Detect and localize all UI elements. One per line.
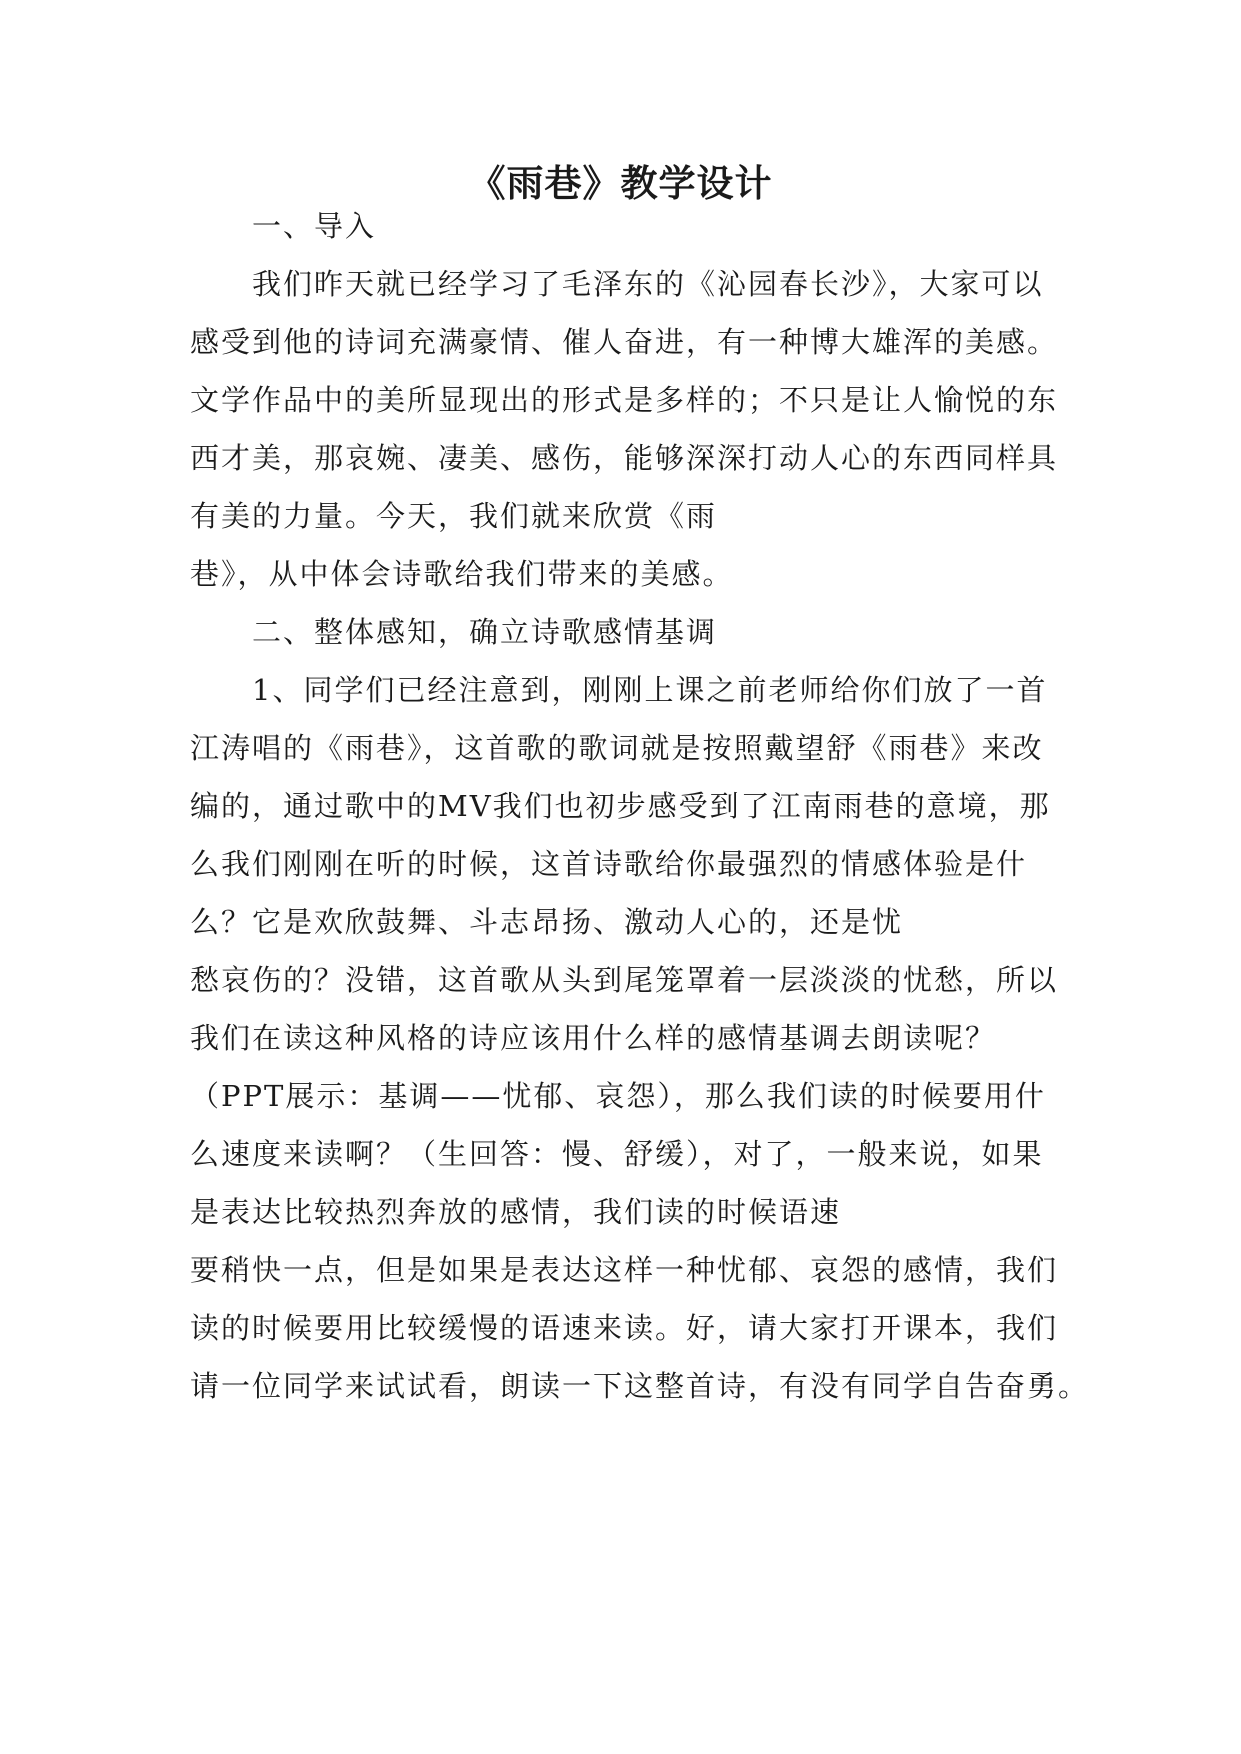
section-heading-perception: 二、整体感知，确立诗歌感情基调 xyxy=(252,615,718,649)
section-heading-intro: 一、导入 xyxy=(252,209,377,243)
paragraph-line: 么？它是欢欣鼓舞、斗志昂扬、激动人心的，还是忧 xyxy=(190,905,904,939)
paragraph-line: 西才美，那哀婉、凄美、感伤，能够深深打动人心的东西同样具 xyxy=(190,441,1059,475)
paragraph-line: （PPT展示：基调——忧郁、哀怨），那么我们读的时候要用什 xyxy=(190,1079,1046,1113)
paragraph-line: 有美的力量。今天，我们就来欣赏《雨 xyxy=(190,499,718,533)
paragraph-line: 感受到他的诗词充满豪情、催人奋进，有一种博大雄浑的美感。 xyxy=(190,325,1059,359)
paragraph-line: 是表达比较热烈奔放的感情，我们读的时候语速 xyxy=(190,1195,842,1229)
paragraph-line: 么速度来读啊？（生回答：慢、舒缓），对了，一般来说，如果 xyxy=(190,1137,1044,1171)
page-title: 《雨巷》教学设计 xyxy=(468,161,773,205)
paragraph-line: 要稍快一点，但是如果是表达这样一种忧郁、哀怨的感情，我们 xyxy=(190,1253,1059,1287)
paragraph-line: 我们在读这种风格的诗应该用什么样的感情基调去朗读呢？ xyxy=(190,1021,997,1055)
paragraph-line: 文学作品中的美所显现出的形式是多样的；不只是让人愉悦的东 xyxy=(190,383,1059,417)
paragraph-line: 么我们刚刚在听的时候，这首诗歌给你最强烈的情感体验是什 xyxy=(190,847,1028,881)
paragraph-line: 请一位同学来试试看，朗读一下这整首诗，有没有同学自告奋勇。 xyxy=(190,1369,1090,1403)
paragraph-line: 愁哀伤的？没错，这首歌从头到尾笼罩着一层淡淡的忧愁，所以 xyxy=(190,963,1059,997)
paragraph-line: 我们昨天就已经学习了毛泽东的《沁园春长沙》，大家可以 xyxy=(252,267,1044,301)
paragraph-line: 巷》，从中体会诗歌给我们带来的美感。 xyxy=(190,557,734,591)
paragraph-line: 编的，通过歌中的MV我们也初步感受到了江南雨巷的意境，那 xyxy=(190,789,1051,823)
paragraph-line: 江涛唱的《雨巷》，这首歌的歌词就是按照戴望舒《雨巷》来改 xyxy=(190,731,1044,765)
paragraph-line: 读的时候要用比较缓慢的语速来读。好，请大家打开课本，我们 xyxy=(190,1311,1059,1345)
paragraph-line: 1、同学们已经注意到，刚刚上课之前老师给你们放了一首 xyxy=(252,673,1048,707)
